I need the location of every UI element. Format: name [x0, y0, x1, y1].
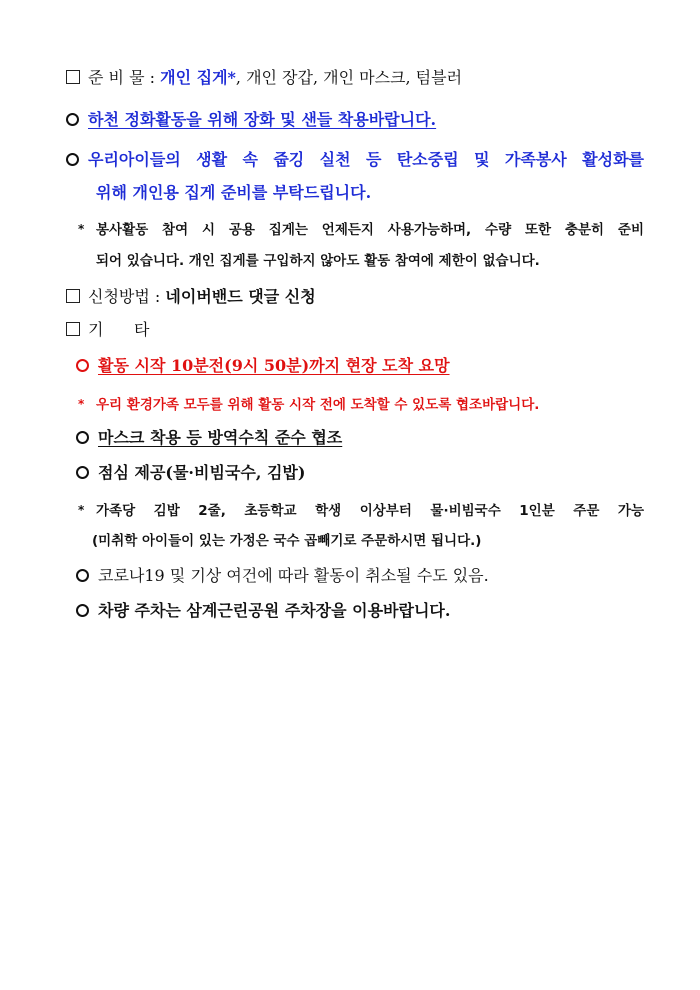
etc-mask	[76, 428, 342, 447]
etc-arrival-note	[78, 397, 539, 413]
etc-parking-text: 차량 주차는 삼계근린공원 주차장을 이용바랍니다.	[98, 601, 451, 620]
checkbox-icon	[66, 289, 80, 303]
asterisk-icon: *	[78, 397, 85, 411]
etc-lunch-note	[78, 503, 644, 519]
supplies-rest: , 개인 장갑, 개인 마스크, 텀블러	[235, 68, 463, 87]
etc-lunch-text: 점심 제공(물·비빔국수, 김밥)	[98, 463, 306, 482]
bullet-circle-icon	[66, 113, 79, 126]
etc-arrival-note-text: 우리 환경가족 모두를 위해 활동 시작 전에 도착할 수 있도록 협조바랍니다.	[96, 397, 540, 413]
etc-lunch	[76, 463, 305, 482]
notice-tongs	[66, 150, 644, 169]
notice-shoes	[66, 110, 436, 129]
bullet-circle-icon	[76, 466, 89, 479]
etc-parking	[76, 601, 450, 620]
footnote-line2: 되어 있습니다. 개인 집게를 구입하지 않아도 활동 참여에 제한이 없습니다.	[96, 253, 540, 269]
supplies-line	[66, 68, 462, 87]
application-value: 네이버밴드 댓글 신청	[165, 287, 316, 306]
etc-mask-text: 마스크 착용 등 방역수칙 준수 협조	[98, 428, 343, 447]
bullet-circle-icon	[76, 431, 89, 444]
notice-tongs-line2: 위해 개인용 집게 준비를 부탁드립니다.	[96, 183, 372, 202]
bullet-circle-icon	[76, 359, 89, 372]
asterisk-icon: *	[78, 503, 85, 517]
footnote-tongs	[78, 222, 644, 238]
checkbox-icon	[66, 70, 80, 84]
checkbox-icon	[66, 322, 80, 336]
etc-cancel-text: 코로나19 및 기상 여건에 따라 활동이 취소될 수도 있음.	[98, 566, 489, 585]
bullet-circle-icon	[76, 569, 89, 582]
application-label: 신청방법 :	[88, 287, 161, 306]
etc-label: 기 타	[88, 320, 150, 339]
footnote-line1: 봉사활동 참여 시 공용 집게는 언제든지 사용가능하며, 수량 또한 충분히 준비	[96, 222, 644, 238]
etc-line	[66, 320, 149, 339]
etc-lunch-note-line1: 가족당 김밥 2줄, 초등학교 학생 이상부터 물·비빔국수 1인분 주문 가능	[96, 503, 644, 519]
etc-arrival	[76, 356, 450, 375]
etc-cancel	[76, 566, 489, 585]
supplies-highlight: 개인 집게*	[160, 68, 236, 87]
bullet-circle-icon	[76, 604, 89, 617]
asterisk-icon: *	[78, 222, 85, 236]
supplies-label: 준 비 물 :	[88, 68, 156, 87]
notice-shoes-text: 하천 정화활동을 위해 장화 및 샌들 착용바랍니다.	[88, 110, 437, 129]
notice-tongs-line1: 우리아이들의 생활 속 줍깅 실천 등 탄소중립 및 가족봉사 활성화를	[88, 150, 644, 169]
application-line	[66, 287, 316, 306]
bullet-circle-icon	[66, 153, 79, 166]
etc-arrival-text: 활동 시작 10분전(9시 50분)까지 현장 도착 요망	[98, 356, 450, 375]
etc-lunch-note-line2: (미취학 아이들이 있는 가정은 국수 곱빼기로 주문하시면 됩니다.)	[92, 533, 482, 549]
